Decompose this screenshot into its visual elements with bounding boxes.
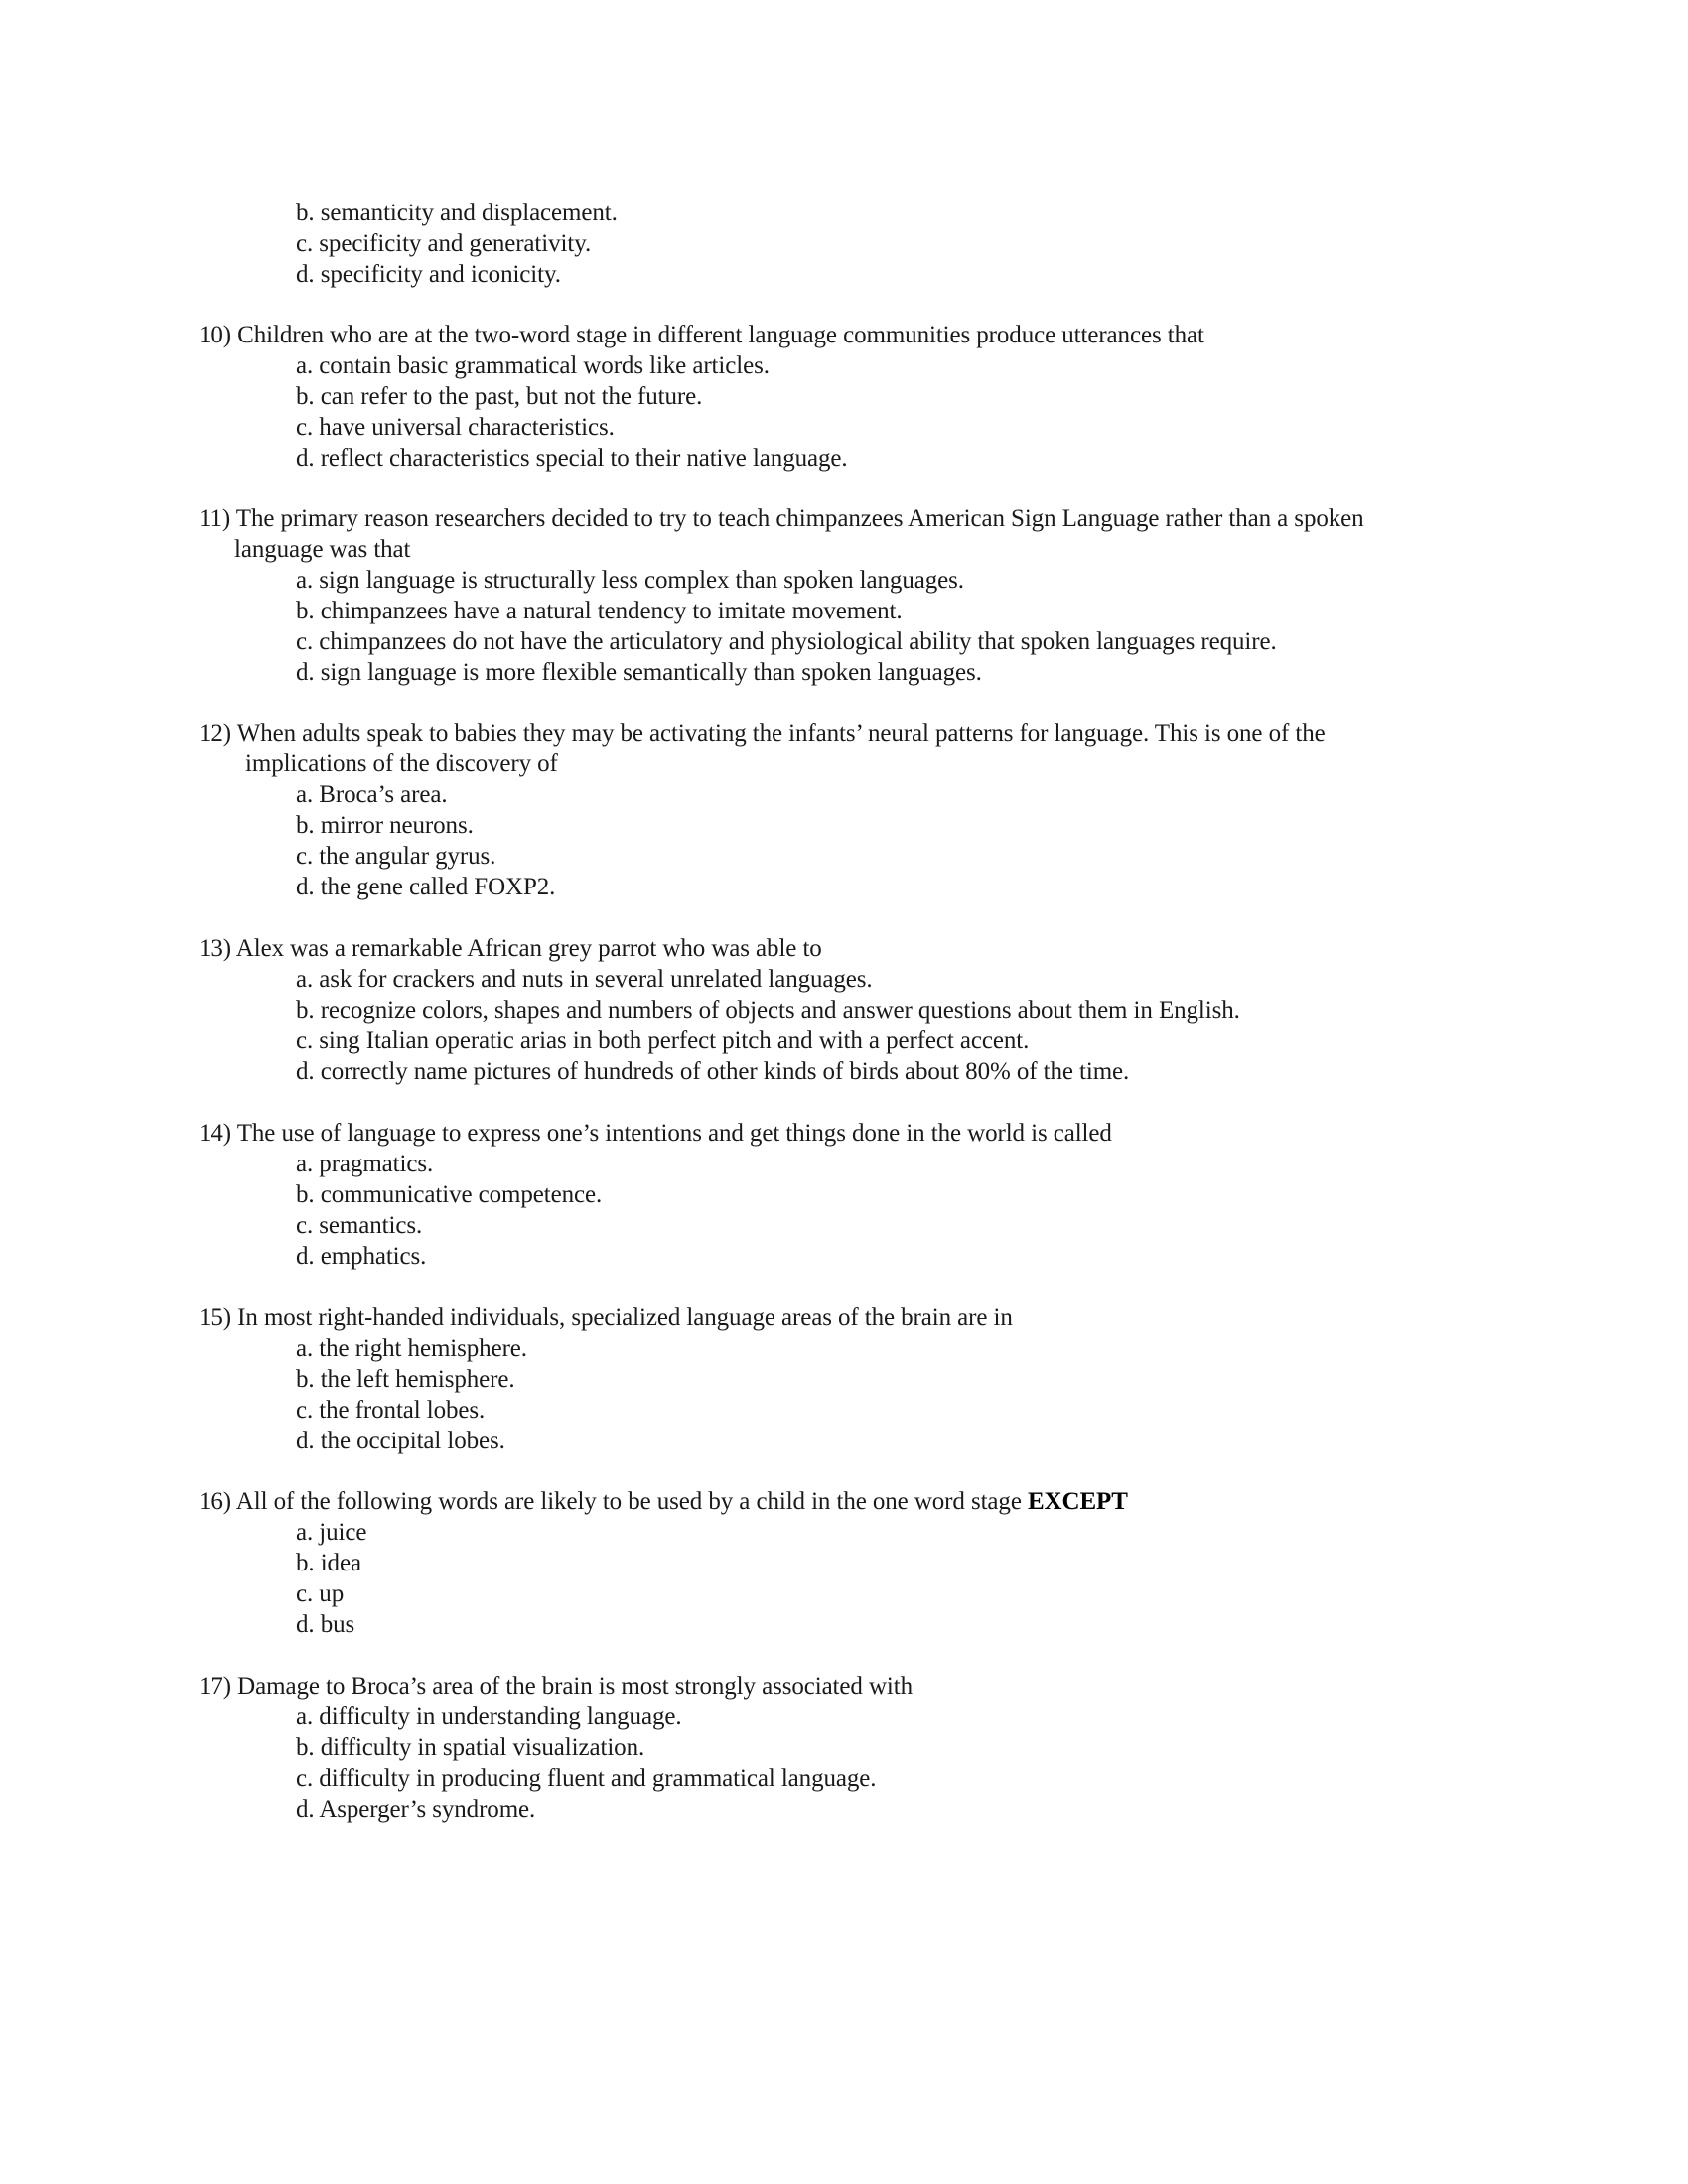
q17-stem: 17) Damage to Broca’s area of the brain is most strongly associated with [199,1673,913,1700]
q12-stem-continuation: implications of the discovery of [245,751,558,777]
q10-option-c: c. have universal characteristics. [296,414,615,441]
q13-option-c: c. sing Italian operatic arias in both perfect pitch and with a perfect accent. [296,1027,1030,1054]
q14-option-b: b. communicative competence. [296,1181,603,1208]
q11-option-b: b. chimpanzees have a natural tendency to imitate movement. [296,598,903,624]
q17-option-d: d. Asperger’s syndrome. [296,1796,536,1823]
q10-stem: 10) Children who are at the two-word stage in different language communities produce utterances that [199,322,1204,348]
q11-option-d: d. sign language is more flexible semantically than spoken languages. [296,659,982,686]
q12-option-b: b. mirror neurons. [296,812,474,839]
q10-option-b: b. can refer to the past, but not the future. [296,383,703,410]
q12-option-d: d. the gene called FOXP2. [296,874,556,900]
q16-stem-emphasis: EXCEPT [1027,1488,1128,1515]
q15-stem: 15) In most right-handed individuals, specialized language areas of the brain are in [199,1304,1013,1331]
q14-option-a: a. pragmatics. [296,1151,434,1177]
q11-option-a: a. sign language is structurally less complex than spoken languages. [296,567,964,594]
q12-stem: 12) When adults speak to babies they may be activating the infants’ neural patterns for language. This is one of the [199,720,1326,747]
q9-option-b: b. semanticity and displacement. [296,200,618,226]
q15-option-b: b. the left hemisphere. [296,1366,515,1393]
q14-option-d: d. emphatics. [296,1243,427,1270]
q17-option-b: b. difficulty in spatial visualization. [296,1734,645,1761]
q16-option-c: c. up [296,1580,345,1607]
q10-option-a: a. contain basic grammatical words like articles. [296,352,770,379]
q16-stem: 16) All of the following words are likely to be used by a child in the one word stage [199,1488,1022,1515]
q16-option-b: b. idea [296,1550,361,1576]
q15-option-d: d. the occipital lobes. [296,1428,505,1454]
q13-option-d: d. correctly name pictures of hundreds of other kinds of birds about 80% of the time. [296,1058,1130,1085]
q12-option-a: a. Broca’s area. [296,781,448,808]
q13-option-b: b. recognize colors, shapes and numbers of objects and answer questions about them in English. [296,997,1240,1024]
q17-option-a: a. difficulty in understanding language. [296,1704,682,1730]
q9-option-c: c. specificity and generativity. [296,230,592,257]
q12-option-c: c. the angular gyrus. [296,843,496,870]
q11-stem-continuation: language was that [234,536,411,563]
q13-option-a: a. ask for crackers and nuts in several unrelated languages. [296,966,873,993]
q9-option-d: d. specificity and iconicity. [296,261,561,288]
q17-option-c: c. difficulty in producing fluent and grammatical language. [296,1765,877,1792]
q15-option-a: a. the right hemisphere. [296,1335,527,1362]
q14-option-c: c. semantics. [296,1212,423,1239]
q15-option-c: c. the frontal lobes. [296,1397,486,1424]
q16-stem-line [199,1486,1128,1517]
q14-stem: 14) The use of language to express one’s intentions and get things done in the world is called [199,1120,1112,1147]
q16-option-d: d. bus [296,1611,355,1638]
q16-option-a: a. juice [296,1519,367,1546]
q11-stem: 11) The primary reason researchers decided to try to teach chimpanzees American Sign Language rather than a spoken [199,505,1364,532]
q11-option-c: c. chimpanzees do not have the articulatory and physiological ability that spoken languages require. [296,628,1277,655]
q10-option-d: d. reflect characteristics special to their native language. [296,445,848,472]
q13-stem: 13) Alex was a remarkable African grey parrot who was able to [199,935,822,962]
